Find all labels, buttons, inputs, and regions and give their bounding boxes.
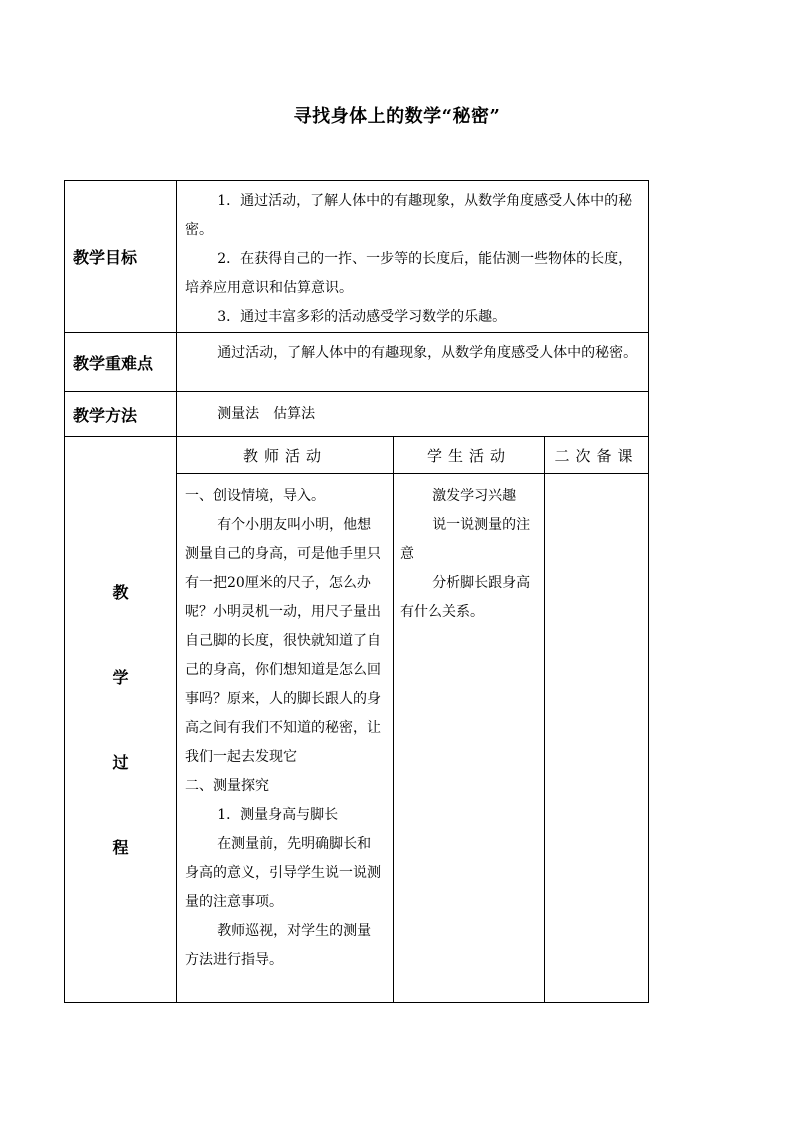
difficulty-text: 通过活动，了解人体中的有趣现象，从数学角度感受人体中的秘密。 bbox=[217, 345, 638, 361]
student-activity-cell bbox=[394, 474, 545, 1003]
difficulty-row bbox=[65, 333, 649, 392]
teacher-step: 有个小朋友叫小明，他想测量自己的身高，可是他手里只有一把20厘米的尺子，怎么办呢？小明灵机一动，用尺子量出自己脚的长度，很快就知道了自己的身高，你们想知道是怎么回事吗？原来，人的脚长跟人的身高之间有我们不知道的秘密，让我们一起去发现它 bbox=[185, 517, 381, 765]
teacher-step: 一、创设情境，导入。 bbox=[185, 488, 325, 504]
teacher-step: 二、测量探究 bbox=[185, 778, 269, 794]
teacher-step: 教师巡视，对学生的测量方法进行指导。 bbox=[185, 923, 372, 968]
goals-content bbox=[177, 181, 649, 333]
student-step: 激发学习兴趣 bbox=[432, 488, 517, 504]
process-label-char: 教 bbox=[112, 582, 129, 602]
method-row bbox=[65, 392, 649, 437]
difficulty-label: 教学重难点 bbox=[65, 333, 177, 392]
second-prep-cell bbox=[545, 474, 649, 1003]
goals-row bbox=[65, 181, 649, 333]
method-content bbox=[177, 392, 649, 437]
goals-label: 教学目标 bbox=[65, 181, 177, 333]
difficulty-content bbox=[177, 333, 649, 392]
process-label bbox=[65, 437, 177, 1003]
goal-item: 1．通过活动，了解人体中的有趣现象，从数学角度感受人体中的秘密。 bbox=[185, 193, 633, 238]
student-step: 说一说测量的注意 bbox=[400, 517, 531, 562]
process-label-char: 过 bbox=[112, 752, 129, 772]
goal-item: 2．在获得自己的一拃、一步等的长度后，能估测一些物体的长度，培养应用意识和估算意识。 bbox=[185, 251, 633, 296]
teacher-activity-cell bbox=[177, 474, 394, 1003]
student-step: 分析脚长跟身高有什么关系。 bbox=[400, 575, 531, 620]
second-prep-header: 二次备课 bbox=[545, 437, 649, 474]
teacher-step: 在测量前，先明确脚长和身高的意义，引导学生说一说测量的注意事项。 bbox=[185, 836, 381, 910]
document-title: 寻找身体上的数学“秘密” bbox=[293, 106, 501, 127]
goal-item: 3．通过丰富多彩的活动感受学习数学的乐趣。 bbox=[217, 309, 507, 325]
lesson-plan-table bbox=[64, 180, 649, 1003]
method-text: 测量法 估算法 bbox=[217, 406, 316, 422]
student-activity-header: 学生活动 bbox=[394, 437, 545, 474]
method-label: 教学方法 bbox=[65, 392, 177, 437]
process-header-row bbox=[65, 437, 649, 474]
teacher-step: 1．测量身高与脚长 bbox=[217, 807, 339, 823]
process-label-char: 程 bbox=[112, 837, 129, 857]
process-label-char: 学 bbox=[112, 667, 129, 687]
teacher-activity-header: 教师活动 bbox=[177, 437, 394, 474]
